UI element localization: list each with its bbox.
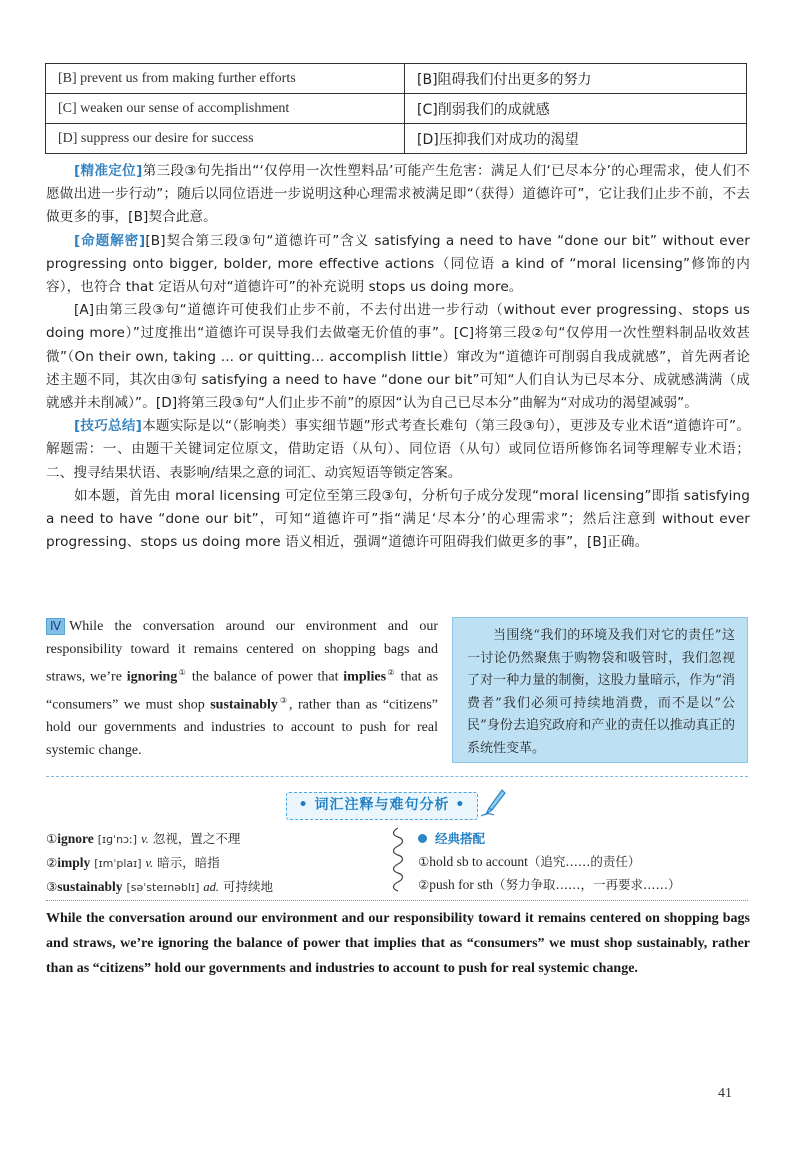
explanation-para-distractors: [A]由第三段③句“道德许可使我们止步不前，不去付出进一步行动（without ever progressing、stops us doing more）”过度推出“道德许可误导我们去做毫无价值的事”。[C]将第三段②句“仅停用一次性塑料制品收效甚微”（On their own, taking ... or quitting... accomplish little）窜改为“道德许可削弱自我成就感”，首先两者论述主题不同，其次由③句 satisfying a need to have “done our bit”可知“人们自认为已尽本分、成就感满满（成就感并未削减）”。[D]将第三段③句“人们止步不前”的原因“认为自己已尽本分”曲解为“对成功的渴望减弱”。 [46,302,750,412]
vocab-word: imply [57,855,91,870]
option-row-c [46,94,747,124]
tag-tips: [技巧总结] [74,418,142,435]
explanation-para-locate [46,160,750,230]
spiral-divider-icon [391,826,405,892]
collocation-item [418,873,748,896]
vocab-word: ignore [57,831,94,846]
vocab-section-title: • 词汇注释与难句分析 • [286,792,478,820]
explanation-para-example: 如本题，首先由 moral licensing 可定位至第三段③句，分析句子成分发现“moral licensing”即指 satisfying a need to have “done our bit”，可知“道德许可”指“满足‘尽本分’的心理需求”；然后注意到 without ever progressing、stops us doing more 语义相近，强调“道德许可阻碍我们做更多的事”，[B]正确。 [46,487,750,551]
vocab-word: sustainably [57,879,123,894]
keyword-sustainably: sustainably [210,697,278,713]
explanation-para-tips [46,415,750,485]
analysis-divider [46,900,748,901]
vocab-item [46,875,386,899]
note-marker-1: ① [177,668,188,677]
vocab-num: ② [46,855,58,870]
bullet-icon [418,834,427,843]
vocab-item [46,851,386,875]
difficult-sentence: While the conversation around our environment and our responsibility toward it remains centered on shopping bags and straws, we’re ignoring the balance of power that implies that as “consumers” we must shop sustainably, rather than as “citizens” hold our governments and industries to account to push for real systemic change. [46,911,750,976]
pen-icon [480,788,506,818]
option-b-zh: [B]阻碍我们付出更多的努力 [405,64,747,94]
option-c-zh: [C]削弱我们的成就感 [405,94,747,124]
section-divider [46,776,748,777]
passage-iv [46,615,438,762]
vocab-phonetic: [səˈsteɪnəblɪ] [126,881,200,894]
explanation-text-decode: [B]契合第三段③句“道德许可”含义 satisfying a need to have “done our bit” without ever progressing onto bigger, bolder, more effective actions（同位语 a kind of “moral licensing”修饰的内容），也符合 that 定语从句对“道德许可”的补充说明 stops us doing more。 [46,232,750,296]
vocab-pos: v. [145,856,154,870]
collocation-en: hold sb to account [429,854,528,869]
option-d-en: [D] suppress our desire for success [46,124,405,154]
tag-locate: [精准定位] [74,163,143,179]
vocab-meaning: 可持续地 [222,879,273,894]
options-table [45,63,747,154]
option-c-en: [C] weaken our sense of accomplishment [46,94,405,124]
collocation-zh: （追究……的责任） [527,854,641,869]
translation-text: 当围绕“我们的环境及我们对它的责任”这一讨论仍然聚焦于购物袋和吸管时，我们忽视了对一种力量的制衡，这股力量暗示，作为“消费者”我们必须可持续地消费，而不是以“公民”身份去追究政府和产业的责任以推动真正的系统性变革。 [467,628,735,756]
option-row-d [46,124,747,154]
collocation-num: ② [418,877,430,892]
passage-text-4: , rather than as “citizens” hold our governments and industries to account to push for real systemic change. [46,697,439,759]
note-marker-3: ③ [277,695,290,705]
option-row-b [46,64,747,94]
passage-text-2: the balance of power that [187,669,344,685]
vocab-num: ① [46,831,58,846]
tag-decode: [命题解密] [74,232,146,249]
explanation [46,160,750,554]
collocation-heading-row [418,827,748,850]
passage-text-1: While the conversation around our environment and our responsibility toward it remains centered on shopping bags and straws, we’re [46,619,438,685]
collocation-item [418,850,748,873]
collocation-zh: （努力争取……，一再要求……） [492,877,681,892]
collocation-heading: 经典搭配 [435,831,486,846]
collocation-list [418,827,748,896]
vocab-meaning: 暗示，暗指 [157,855,220,870]
explanation-text-locate: 第三段③句先指出“‘仅停用一次性塑料品’可能产生危害：满足人们‘已尽本分’的心理需求，使人们不愿做出进一步行动”；随后以同位语进一步说明这种心理需求被满足即“（获得）道德许可”，它让我们止步不前，不去做更多的事，[B]契合此意。 [46,163,750,226]
vocab-num: ③ [46,879,58,894]
keyword-ignoring: ignoring [126,669,178,685]
vocab-phonetic: [ɪɡˈnɔː] [97,833,138,846]
explanation-para-decode [46,230,750,300]
explanation-text-tips: 本题实际是以“（影响类）事实细节题”形式考查长难句（第三段③句），更涉及专业术语“道德许可”。解题需：一、由题干关键词定位原文，借助定语（从句）、同位语（从句）或同位语所修饰名词等理解专业术语；二、搜寻结果状语、表影响/结果之意的词汇、动宾短语等锁定答案。 [46,418,750,481]
collocation-num: ① [418,854,430,869]
collocation-en: push for sth [429,877,493,892]
page-number: 41 [718,1086,732,1101]
vocab-meaning: 忽视，置之不理 [152,831,241,846]
vocab-pos: v. [141,832,149,846]
vocab-phonetic: [ɪmˈplaɪ] [94,857,142,870]
vocab-pos: ad. [203,880,219,894]
option-d-zh: [D]压抑我们对成功的渴望 [405,124,747,154]
vocab-list [46,827,386,899]
option-b-en: [B] prevent us from making further efforts [46,64,405,94]
passage-text-3: that as “consumers” we must shop [46,669,439,713]
vocab-item [46,827,386,851]
translation-box [452,617,748,763]
note-marker-2: ② [386,668,396,677]
keyword-implies: implies [343,669,387,685]
roman-numeral-badge: Ⅳ [46,618,65,635]
